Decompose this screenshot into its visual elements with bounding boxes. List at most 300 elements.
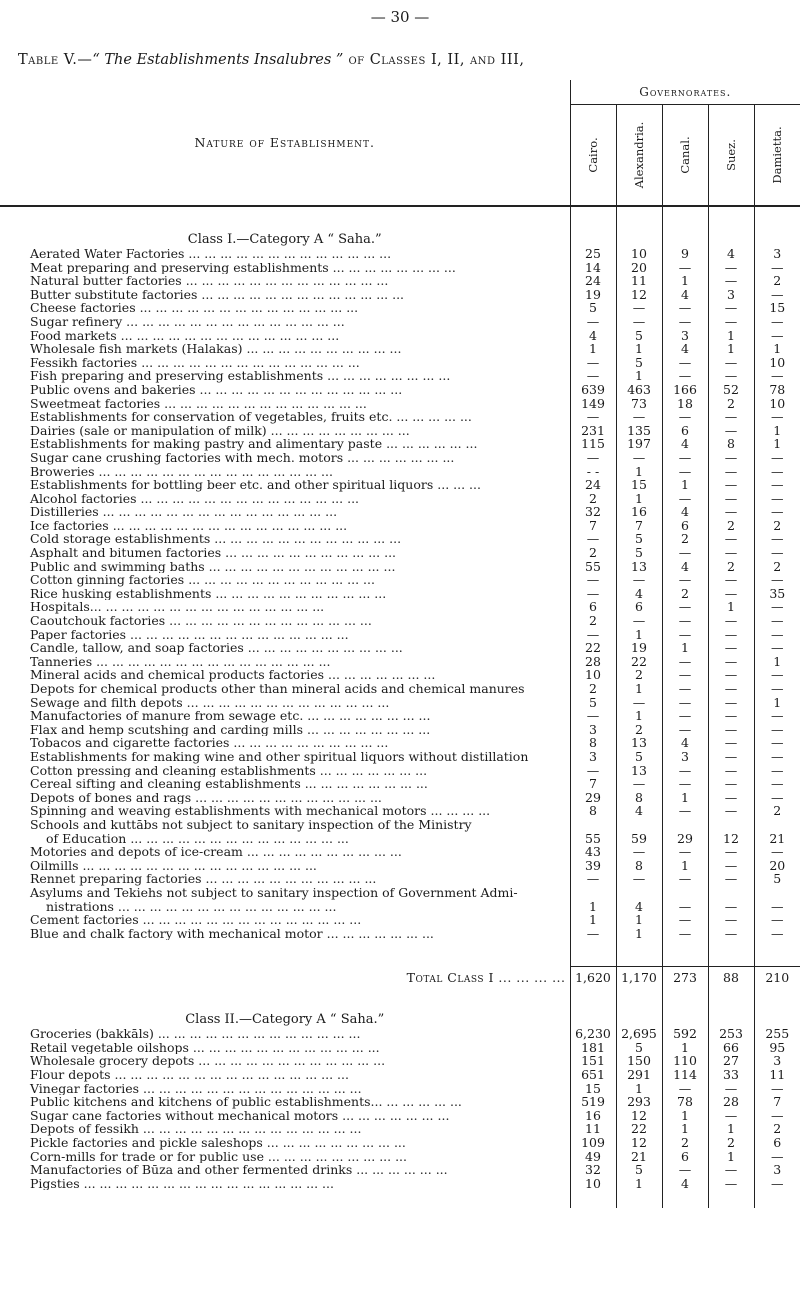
value-cell: 4 xyxy=(662,560,708,574)
value-cell: 2 xyxy=(662,587,708,601)
establishment-name: Meat preparing and preserving establishments ... ... ... ... ... ... ... ... xyxy=(30,260,456,275)
value-cell: — xyxy=(754,927,800,941)
establishment-name: Public ovens and bakeries ... ... ... ... ... ... ... ... ... ... ... ... ... xyxy=(30,382,403,397)
value-cell: — xyxy=(708,315,754,329)
table-row xyxy=(0,927,800,941)
value-cell: 1 xyxy=(708,329,754,343)
value-cell: — xyxy=(662,410,708,424)
table-row xyxy=(0,356,800,370)
table-row xyxy=(0,261,800,275)
value-cell: 1 xyxy=(616,682,662,696)
value-cell: — xyxy=(754,723,800,737)
value-cell: 13 xyxy=(616,764,662,778)
value-cell: — xyxy=(754,1177,800,1191)
establishment-name: Establishments for making pastry and alimentary paste ... ... ... ... ... ... xyxy=(30,437,478,451)
value-cell: 27 xyxy=(708,1054,754,1068)
col-header-alexandria: Alexandria. xyxy=(616,105,662,207)
value-cell: 2 xyxy=(754,274,800,288)
value-cell: — xyxy=(708,777,754,791)
establishment-name: Establishments for bottling beer etc. and other spiritual liquors ... ... ... xyxy=(30,478,481,492)
value-cell: — xyxy=(708,668,754,682)
value-cell: 1 xyxy=(616,628,662,642)
value-cell: 2,695 xyxy=(616,1027,662,1041)
value-cell: 4 xyxy=(662,437,708,451)
value-cell: 5 xyxy=(754,872,800,886)
col-header-suez: Suez. xyxy=(708,105,754,207)
establishment-name: Tanneries ... ... ... ... ... ... ... ... ... ... ... ... ... ... ... xyxy=(30,654,331,669)
value-cell: 1 xyxy=(754,696,800,710)
value-cell: 4 xyxy=(662,1177,708,1191)
table-row xyxy=(0,804,800,818)
value-cell: 3 xyxy=(708,288,754,302)
value-cell: — xyxy=(708,587,754,601)
value-cell: 4 xyxy=(708,247,754,261)
value-cell: 4 xyxy=(570,329,616,343)
value-cell: — xyxy=(662,1163,708,1177)
value-cell: 28 xyxy=(708,1095,754,1109)
value-cell: — xyxy=(708,1109,754,1123)
table-row xyxy=(0,465,800,479)
value-cell: — xyxy=(754,505,800,519)
value-cell: 55 xyxy=(570,832,616,846)
value-cell: 135 xyxy=(616,424,662,438)
value-cell: — xyxy=(754,329,800,343)
value-cell: 1 xyxy=(570,913,616,927)
value-cell: 4 xyxy=(616,804,662,818)
value-cell: 5 xyxy=(616,546,662,560)
value-cell: 5 xyxy=(570,696,616,710)
value-cell: 1 xyxy=(754,437,800,451)
value-cell: — xyxy=(570,532,616,546)
establishment-name: Sweetmeat factories ... ... ... ... ... ... ... ... ... ... ... ... ... xyxy=(30,396,367,411)
value-cell: 10 xyxy=(570,1177,616,1191)
table-row xyxy=(0,709,800,723)
value-cell: — xyxy=(708,696,754,710)
value-cell: — xyxy=(754,532,800,546)
establishment-name: Broweries ... ... ... ... ... ... ... ... ... ... ... ... ... ... ... xyxy=(30,464,333,479)
table-row xyxy=(0,587,800,601)
value-cell: — xyxy=(754,628,800,642)
value-cell: 651 xyxy=(570,1068,616,1082)
value-cell: 149 xyxy=(570,397,616,411)
value-cell: 5 xyxy=(616,329,662,343)
value-cell: 592 xyxy=(662,1027,708,1041)
value-cell: 1 xyxy=(708,1122,754,1136)
value-cell: — xyxy=(708,478,754,492)
value-cell: 109 xyxy=(570,1136,616,1150)
value-cell: 28 xyxy=(570,655,616,669)
nature-header: Nature of Establishment. xyxy=(0,80,570,206)
value-cell: 2 xyxy=(754,519,800,533)
value-cell: 1 xyxy=(754,342,800,356)
value-cell: — xyxy=(662,900,708,914)
value-cell: 1 xyxy=(616,342,662,356)
table-row xyxy=(0,560,800,574)
establishment-name: Caoutchouk factories ... ... ... ... ... ... ... ... ... ... ... ... ... xyxy=(30,614,372,628)
value-cell: — xyxy=(570,709,616,723)
value-cell: 4 xyxy=(662,505,708,519)
value-cell: — xyxy=(754,600,800,614)
table-row xyxy=(0,532,800,546)
value-cell: 66 xyxy=(708,1041,754,1055)
value-cell: — xyxy=(662,628,708,642)
value-cell: — xyxy=(708,532,754,546)
value-cell: — xyxy=(708,682,754,696)
value-cell: 110 xyxy=(662,1054,708,1068)
page-number: — 30 — xyxy=(370,8,430,26)
value-cell: 9 xyxy=(662,247,708,261)
value-cell: 2 xyxy=(570,614,616,628)
value-cell: — xyxy=(708,900,754,914)
value-cell: — xyxy=(662,369,708,383)
value-cell: 15 xyxy=(570,1082,616,1096)
value-cell: — xyxy=(754,465,800,479)
establishment-name: Public and swimming baths ... ... ... ... ... ... ... ... ... ... ... ... xyxy=(30,559,396,574)
value-cell: 25 xyxy=(570,247,616,261)
establishment-name: Retail vegetable oilshops ... ... ... ... ... ... ... ... ... ... ... ... xyxy=(30,1040,380,1055)
value-cell: 18 xyxy=(662,397,708,411)
value-cell: — xyxy=(708,410,754,424)
table-row xyxy=(0,777,800,791)
value-cell: 1 xyxy=(754,424,800,438)
value-cell: — xyxy=(754,750,800,764)
value-cell: 32 xyxy=(570,505,616,519)
value-cell: 11 xyxy=(570,1122,616,1136)
establishment-name: Public kitchens and kitchens of public establishments... ... ... ... ... ... xyxy=(30,1095,462,1109)
value-cell: 166 xyxy=(662,383,708,397)
value-cell: — xyxy=(708,274,754,288)
value-cell: — xyxy=(662,723,708,737)
value-cell: — xyxy=(754,261,800,275)
value-cell: — xyxy=(708,356,754,370)
table-row xyxy=(0,1082,800,1096)
value-cell: 10 xyxy=(570,668,616,682)
table-body xyxy=(0,206,800,1208)
establishment-name: Depots of bones and rags ... ... ... ... ... ... ... ... ... ... ... ... xyxy=(30,790,382,805)
value-cell: — xyxy=(708,791,754,805)
establishment-name: Paper factories ... ... ... ... ... ... ... ... ... ... ... ... ... ... xyxy=(30,627,349,642)
table-row xyxy=(0,1068,800,1082)
value-cell: 1 xyxy=(662,1122,708,1136)
table-row xyxy=(0,682,800,696)
value-cell: 2 xyxy=(570,682,616,696)
value-cell: — xyxy=(754,288,800,302)
value-cell: — xyxy=(754,410,800,424)
value-cell: — xyxy=(708,1163,754,1177)
value-cell: 8 xyxy=(570,804,616,818)
establishment-name: Vinegar factories ... ... ... ... ... ... ... ... ... ... ... ... ... ... xyxy=(30,1081,362,1096)
establishment-name: Cereal sifting and cleaning establishments ... ... ... ... ... ... ... ... xyxy=(30,777,428,791)
table-row xyxy=(0,736,800,750)
establishment-name: Rennet preparing factories ... ... ... ... ... ... ... ... ... ... ... xyxy=(30,872,377,886)
class1-heading: Class I.—Category A “ Saha.” xyxy=(187,232,382,247)
value-cell: — xyxy=(708,369,754,383)
value-cell: 6 xyxy=(662,1150,708,1164)
value-cell: — xyxy=(708,723,754,737)
table-row-continuation xyxy=(0,900,800,914)
table-row xyxy=(0,1041,800,1055)
value-cell: — xyxy=(754,764,800,778)
value-cell: 1 xyxy=(662,641,708,655)
value-cell: — xyxy=(708,628,754,642)
value-cell: 2 xyxy=(570,546,616,560)
table-row xyxy=(0,505,800,519)
value-cell: — xyxy=(662,546,708,560)
establishment-name: Alcohol factories ... ... ... ... ... ... ... ... ... ... ... ... ... ... xyxy=(30,491,360,506)
table-row xyxy=(0,478,800,492)
value-cell: 3 xyxy=(754,1054,800,1068)
establishment-name: Establishments for conservation of vegetables, fruits etc. ... ... ... ... ... xyxy=(30,410,472,424)
value-cell: — xyxy=(708,465,754,479)
establishment-name: Wholesale grocery depots ... ... ... ... ... ... ... ... ... ... ... ... xyxy=(30,1054,386,1069)
value-cell: — xyxy=(662,492,708,506)
value-cell: 150 xyxy=(616,1054,662,1068)
value-cell: — xyxy=(708,641,754,655)
col-header-canal: Canal. xyxy=(662,105,708,207)
establishment-name: Motories and depots of ice-cream ... ... ... ... ... ... ... ... ... ... xyxy=(30,845,402,859)
total-label: Total Class I ... ... ... ... xyxy=(406,969,566,985)
establishment-name: Depots of fessikh ... ... ... ... ... ... ... ... ... ... ... ... ... ... xyxy=(30,1122,362,1137)
establishment-name: Wholesale fish markets (Halakas) ... ... ... ... ... ... ... ... ... ... xyxy=(30,342,402,356)
value-cell: 639 xyxy=(570,383,616,397)
value-cell: — xyxy=(754,1109,800,1123)
section-heading-row xyxy=(0,206,800,247)
value-cell: 8 xyxy=(570,736,616,750)
value-cell: — xyxy=(708,804,754,818)
establishments-table xyxy=(0,80,800,1208)
table-row xyxy=(0,1177,800,1191)
value-cell: 1 xyxy=(616,1177,662,1191)
establishment-name: Manufactories of Būza and other fermented drinks ... ... ... ... ... ... xyxy=(30,1163,448,1177)
value-cell: 22 xyxy=(570,641,616,655)
value-cell: — xyxy=(708,573,754,587)
table-row xyxy=(0,1136,800,1150)
value-cell: — xyxy=(616,410,662,424)
value-cell: — xyxy=(662,451,708,465)
value-cell: — xyxy=(754,777,800,791)
value-cell: 273 xyxy=(662,967,708,988)
value-cell: 52 xyxy=(708,383,754,397)
value-cell: — xyxy=(570,927,616,941)
table-row xyxy=(0,519,800,533)
value-cell: 115 xyxy=(570,437,616,451)
value-cell: 1 xyxy=(662,1041,708,1055)
value-cell: — xyxy=(754,709,800,723)
value-cell: 12 xyxy=(616,1109,662,1123)
value-cell: 1 xyxy=(662,859,708,873)
value-cell: 14 xyxy=(570,261,616,275)
establishment-name: Cotton ginning factories ... ... ... ... ... ... ... ... ... ... ... ... xyxy=(30,573,375,587)
establishment-name: Depots for chemical products other than mineral acids and chemical manures xyxy=(30,682,525,696)
value-cell: — xyxy=(570,451,616,465)
value-cell: 32 xyxy=(570,1163,616,1177)
value-cell: — xyxy=(754,682,800,696)
value-cell: 39 xyxy=(570,859,616,873)
value-cell: — xyxy=(754,668,800,682)
value-cell: — xyxy=(662,356,708,370)
value-cell: 10 xyxy=(754,356,800,370)
establishment-name: Fish preparing and preserving establishments ... ... ... ... ... ... ... ... xyxy=(30,369,451,383)
table-row xyxy=(0,913,800,927)
value-cell: 6 xyxy=(662,424,708,438)
establishment-name: Sewage and filth depots ... ... ... ... ... ... ... ... ... ... ... ... ... xyxy=(30,695,390,710)
establishment-name: Ice factories ... ... ... ... ... ... ... ... ... ... ... ... ... ... ... xyxy=(30,518,348,533)
table-row xyxy=(0,886,800,900)
value-cell: 4 xyxy=(662,342,708,356)
value-cell: — xyxy=(662,1082,708,1096)
value-cell: 8 xyxy=(708,437,754,451)
value-cell: 231 xyxy=(570,424,616,438)
establishment-name: Natural butter factories ... ... ... ... ... ... ... ... ... ... ... ... ... xyxy=(30,274,389,288)
establishment-name: Pickle factories and pickle saleshops ... ... ... ... ... ... ... ... ... xyxy=(30,1136,406,1150)
value-cell: 2 xyxy=(754,804,800,818)
value-cell: 5 xyxy=(616,1041,662,1055)
table-row xyxy=(0,369,800,383)
value-cell: — xyxy=(662,927,708,941)
table-row xyxy=(0,410,800,424)
value-cell: 6 xyxy=(570,600,616,614)
value-cell: 7 xyxy=(570,777,616,791)
value-cell: — xyxy=(708,1177,754,1191)
value-cell: — xyxy=(754,1082,800,1096)
value-cell: — xyxy=(570,369,616,383)
value-cell: 1 xyxy=(662,1109,708,1123)
value-cell: 151 xyxy=(570,1054,616,1068)
value-cell: — xyxy=(616,872,662,886)
value-cell: — xyxy=(662,682,708,696)
value-cell: 16 xyxy=(570,1109,616,1123)
table-row xyxy=(0,274,800,288)
value-cell: — xyxy=(708,505,754,519)
table-row xyxy=(0,546,800,560)
value-cell: 463 xyxy=(616,383,662,397)
establishment-name: Cold storage establishments ... ... ... ... ... ... ... ... ... ... ... ... xyxy=(30,532,402,547)
value-cell: — xyxy=(754,736,800,750)
value-cell: 1 xyxy=(570,900,616,914)
value-cell: 29 xyxy=(662,832,708,846)
value-cell: 7 xyxy=(570,519,616,533)
value-cell: — xyxy=(708,261,754,275)
value-cell: — xyxy=(662,777,708,791)
establishment-name-continued: nistrations ... ... ... ... ... ... ... ... ... ... ... ... ... ... xyxy=(46,899,337,914)
value-cell: — xyxy=(662,696,708,710)
establishment-name: Candle, tallow, and soap factories ... ... ... ... ... ... ... ... ... ... xyxy=(30,641,403,655)
establishment-name: Cheese factories ... ... ... ... ... ... ... ... ... ... ... ... ... ... xyxy=(30,301,359,315)
table-row xyxy=(0,1095,800,1109)
value-cell: 22 xyxy=(616,655,662,669)
value-cell: 3 xyxy=(754,247,800,261)
value-cell: 78 xyxy=(662,1095,708,1109)
value-cell: 15 xyxy=(616,478,662,492)
establishment-name: Establishments for making wine and other spiritual liquors without distillation xyxy=(30,749,529,764)
establishment-name: Corn-mills for trade or for public use ... ... ... ... ... ... ... ... ... xyxy=(30,1149,408,1164)
value-cell: — xyxy=(616,845,662,859)
value-cell: 1 xyxy=(662,791,708,805)
value-cell: 1 xyxy=(570,342,616,356)
value-cell: — xyxy=(754,315,800,329)
value-cell: 21 xyxy=(754,832,800,846)
value-cell: 12 xyxy=(616,1136,662,1150)
value-cell: 4 xyxy=(662,288,708,302)
value-cell: 19 xyxy=(616,641,662,655)
value-cell: 1,620 xyxy=(570,967,616,988)
table-row xyxy=(0,723,800,737)
value-cell: — xyxy=(708,859,754,873)
value-cell: 59 xyxy=(616,832,662,846)
establishment-name: Sugar refinery ... ... ... ... ... ... ... ... ... ... ... ... ... ... xyxy=(30,314,345,329)
establishment-name: Rice husking establishments ... ... ... ... ... ... ... ... ... ... ... xyxy=(30,586,387,601)
value-cell: 3 xyxy=(662,750,708,764)
value-cell: 73 xyxy=(616,397,662,411)
establishment-name: Blue and chalk factory with mechanical motor ... ... ... ... ... ... ... xyxy=(30,926,434,941)
establishment-name: Mineral acids and chemical products factories ... ... ... ... ... ... ... xyxy=(30,668,436,682)
value-cell: 1 xyxy=(616,492,662,506)
table-row xyxy=(0,573,800,587)
total-row xyxy=(0,967,800,988)
value-cell: — xyxy=(616,614,662,628)
table-row xyxy=(0,247,800,261)
establishment-name: Aerated Water Factories ... ... ... ... ... ... ... ... ... ... ... ... ... xyxy=(30,247,392,261)
value-cell: 8 xyxy=(616,859,662,873)
establishment-name: Dairies (sale or manipulation of milk) ... ... ... ... ... ... ... ... ... xyxy=(30,423,410,438)
value-cell: — xyxy=(754,845,800,859)
value-cell: — xyxy=(708,424,754,438)
value-cell: 20 xyxy=(754,859,800,873)
value-cell: 291 xyxy=(616,1068,662,1082)
value-cell: — xyxy=(708,614,754,628)
value-cell: 210 xyxy=(754,967,800,988)
value-cell: 13 xyxy=(616,736,662,750)
caption-title: “ The Establishments Insalubres ” xyxy=(92,52,344,68)
value-cell: 13 xyxy=(616,560,662,574)
table-caption xyxy=(18,52,800,68)
value-cell: — xyxy=(754,492,800,506)
value-cell: 1 xyxy=(616,913,662,927)
value-cell: 1 xyxy=(616,927,662,941)
value-cell: 55 xyxy=(570,560,616,574)
table-row xyxy=(0,288,800,302)
value-cell: — xyxy=(662,600,708,614)
value-cell: — xyxy=(662,764,708,778)
value-cell: 88 xyxy=(708,967,754,988)
value-cell: — xyxy=(708,913,754,927)
table-row xyxy=(0,383,800,397)
establishment-name: Groceries (bakkāls) ... ... ... ... ... ... ... ... ... ... ... ... ... xyxy=(30,1027,361,1041)
table-row xyxy=(0,1109,800,1123)
value-cell: — xyxy=(662,301,708,315)
value-cell: — xyxy=(616,777,662,791)
value-cell: — xyxy=(754,913,800,927)
establishment-name-continued: of Education ... ... ... ... ... ... ... ... ... ... ... ... ... ... xyxy=(46,831,349,846)
value-cell: 4 xyxy=(616,587,662,601)
table-row xyxy=(0,1150,800,1164)
table-row xyxy=(0,1163,800,1177)
value-cell: — xyxy=(708,764,754,778)
value-cell: — xyxy=(662,573,708,587)
value-cell: — xyxy=(708,736,754,750)
value-cell: — xyxy=(662,709,708,723)
caption-suffix: of Classes I, II, and III, xyxy=(343,52,525,68)
table-row xyxy=(0,1027,800,1041)
value-cell: 10 xyxy=(754,397,800,411)
value-cell: 2 xyxy=(708,397,754,411)
establishment-name: Distilleries ... ... ... ... ... ... ... ... ... ... ... ... ... ... ... xyxy=(30,505,338,519)
table-row xyxy=(0,791,800,805)
table-row xyxy=(0,329,800,343)
establishment-name: Food markets ... ... ... ... ... ... ... ... ... ... ... ... ... ... xyxy=(30,328,340,343)
establishment-name: Hospitals... ... ... ... ... ... ... ... ... ... ... ... ... ... ... xyxy=(30,600,325,615)
value-cell: — xyxy=(708,546,754,560)
